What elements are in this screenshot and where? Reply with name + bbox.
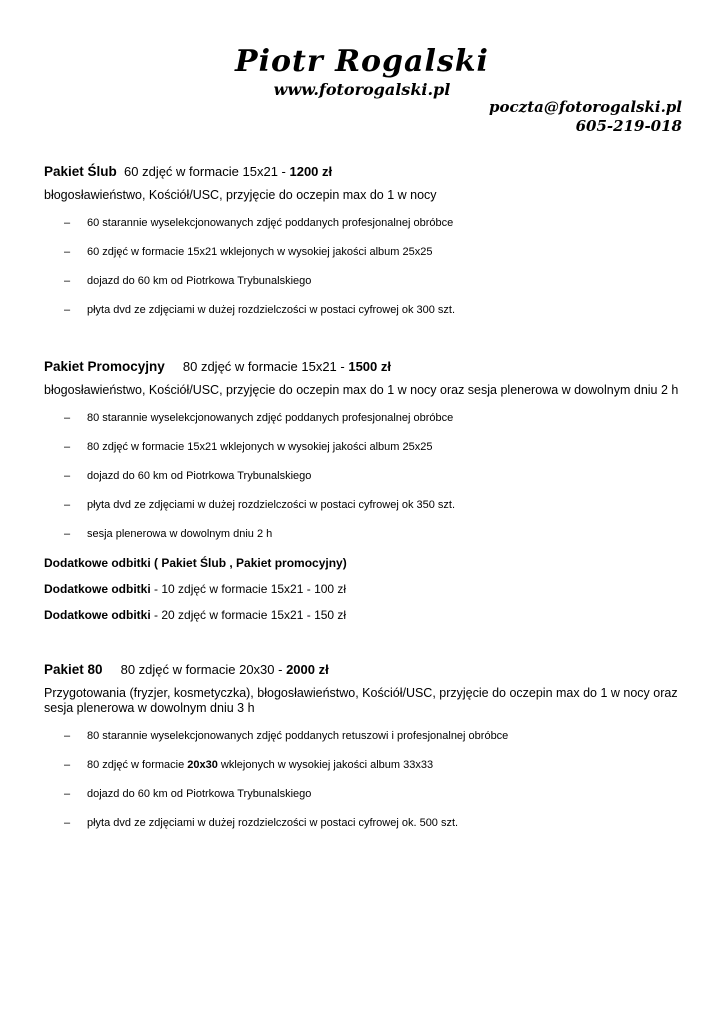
dash-bullet-icon: – [64, 528, 71, 540]
package-summary: 60 zdjęć w formacie 15x21 - [124, 164, 290, 179]
list-item: – 80 zdjęć w formacie 15x21 wklejonych w wysokiej jakości album 25x25 [64, 441, 433, 453]
package-summary: 80 zdjęć w formacie 20x30 - [120, 662, 287, 677]
dash-bullet-icon: – [64, 246, 71, 258]
dash-bullet-icon: – [64, 412, 71, 424]
package-price: 1500 zł [348, 359, 391, 374]
dash-bullet-icon: – [64, 275, 71, 287]
package-price: 1200 zł [289, 164, 333, 179]
package-name: Pakiet Promocyjny [44, 359, 165, 374]
photographer-name: Piotr Rogalski [235, 44, 489, 79]
package-slub [44, 164, 694, 332]
package-name: Pakiet Ślub [44, 164, 117, 179]
package-summary: 80 zdjęć w formacie 15x21 - [182, 359, 349, 374]
list-item: – płyta dvd ze zdjęciami w dużej rozdzielczości w postaci cyfrowej ok. 500 szt. [64, 817, 459, 829]
list-item: – dojazd do 60 km od Piotrkowa Trybunalskiego [64, 470, 312, 482]
dash-bullet-icon: – [64, 217, 71, 229]
phone-number: 605-219-018 [575, 117, 682, 135]
package-heading [44, 164, 694, 180]
dash-bullet-icon: – [64, 759, 71, 771]
website-link[interactable]: www.fotorogalski.pl [273, 80, 451, 99]
list-item: – płyta dvd ze zdjęciami w dużej rozdzielczości w postaci cyfrowej ok 350 szt. [64, 499, 456, 511]
package-promocyjny [44, 359, 694, 556]
package-80 [44, 662, 694, 845]
dash-bullet-icon: – [64, 304, 71, 316]
extras-heading: Dodatkowe odbitki ( Pakiet Ślub , Pakiet promocyjny) [44, 556, 347, 570]
dash-bullet-icon: – [64, 441, 71, 453]
extras-line: Dodatkowe odbitki - 10 zdjęć w formacie 15x21 - 100 zł [44, 582, 347, 596]
list-item: – 80 zdjęć w formacie 20x30 wklejonych w wysokiej jakości album 33x33 [64, 759, 434, 771]
package-heading [44, 359, 694, 375]
package-description: błogosławieństwo, Kościół/USC, przyjęcie do oczepin max do 1 w nocy [44, 188, 437, 202]
list-item: – płyta dvd ze zdjęciami w dużej rozdzielczości w postaci cyfrowej ok 300 szt. [64, 304, 456, 316]
list-item: – 60 zdjęć w formacie 15x21 wklejonych w wysokiej jakości album 25x25 [64, 246, 433, 258]
package-name: Pakiet 80 [44, 662, 103, 677]
list-item: – 60 starannie wyselekcjonowanych zdjęć poddanych profesjonalnej obróbce [64, 217, 454, 229]
dash-bullet-icon: – [64, 499, 71, 511]
package-description: Przygotowania (fryzjer, kosmetyczka), błogosławieństwo, Kościół/USC, przyjęcie do oczepin max do 1 w nocy oraz sesja plenerowa w dowolnym dniu 3 h [44, 686, 678, 715]
dash-bullet-icon: – [64, 788, 71, 800]
list-item: – dojazd do 60 km od Piotrkowa Trybunalskiego [64, 788, 312, 800]
extras-line: Dodatkowe odbitki - 20 zdjęć w formacie 15x21 - 150 zł [44, 608, 347, 622]
dash-bullet-icon: – [64, 730, 71, 742]
package-description: błogosławieństwo, Kościół/USC, przyjęcie do oczepin max do 1 w nocy oraz sesja plenerowa w dowolnym dniu 2 h [44, 383, 679, 397]
package-price: 2000 zł [286, 662, 329, 677]
dash-bullet-icon: – [64, 817, 71, 829]
list-item: – sesja plenerowa w dowolnym dniu 2 h [64, 528, 273, 540]
extra-prints [44, 556, 694, 634]
list-item: – 80 starannie wyselekcjonowanych zdjęć poddanych retuszowi i profesjonalnej obróbce [64, 730, 509, 742]
email-link[interactable]: poczta@fotorogalski.pl [489, 98, 682, 116]
dash-bullet-icon: – [64, 470, 71, 482]
package-heading [44, 662, 694, 678]
list-item: – 80 starannie wyselekcjonowanych zdjęć poddanych profesjonalnej obróbce [64, 412, 454, 424]
list-item: – dojazd do 60 km od Piotrkowa Trybunalskiego [64, 275, 312, 287]
